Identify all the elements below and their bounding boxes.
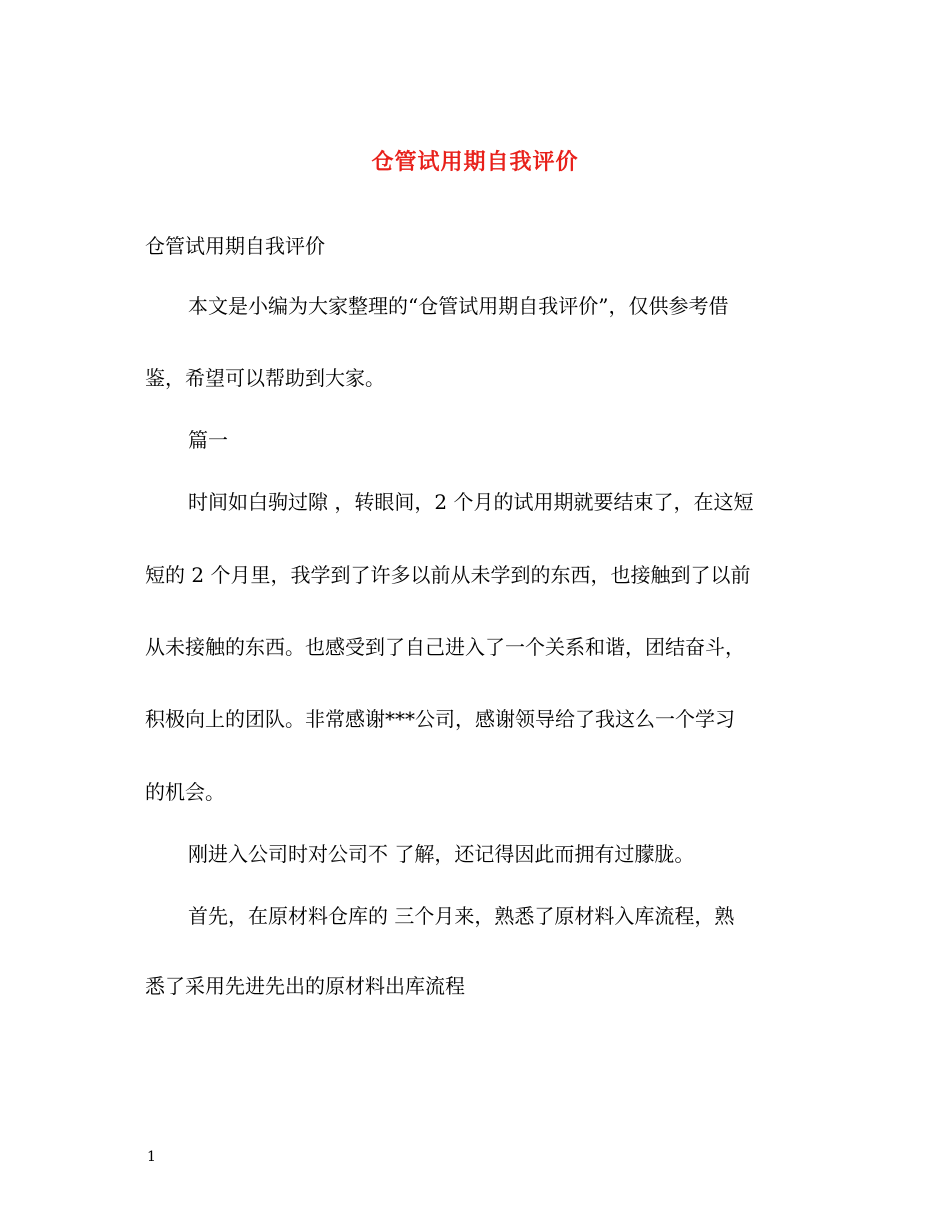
document-title: 仓管试用期自我评价	[371, 149, 579, 175]
paragraph-line: 积极向上的团队。非常感谢***公司，感谢领导给了我这么一个学习	[145, 707, 735, 731]
part-heading: 篇一	[188, 428, 228, 452]
paragraph-line: 从未接触的东西。也感受到了自己进入了一个关系和谐，团结奋斗，	[145, 635, 745, 659]
paragraph-line: 本文是小编为大家整理的“仓管试用期自我评价”，仅供参考借	[188, 294, 729, 318]
paragraph-line: 悉了采用先进先出的原材料出库流程	[145, 974, 465, 998]
paragraph-line: 时间如白驹过隙 ，转眼间，2 个月的试用期就要结束了，在这短	[188, 490, 754, 514]
paragraph-line: 鉴，希望可以帮助到大家。	[145, 366, 385, 390]
paragraph-line: 首先，在原材料仓库的 三个月来，熟悉了原材料入库流程，熟	[188, 904, 735, 928]
page-number: 1	[147, 1149, 156, 1165]
paragraph-line: 的机会。	[145, 780, 225, 804]
paragraph-line: 刚进入公司时对公司不 了解，还记得因此而拥有过朦胧。	[188, 842, 695, 866]
paragraph-line: 短的 2 个月里，我学到了许多以前从未学到的东西，也接触到了以前	[145, 563, 751, 587]
section-heading: 仓管试用期自我评价	[145, 234, 325, 258]
